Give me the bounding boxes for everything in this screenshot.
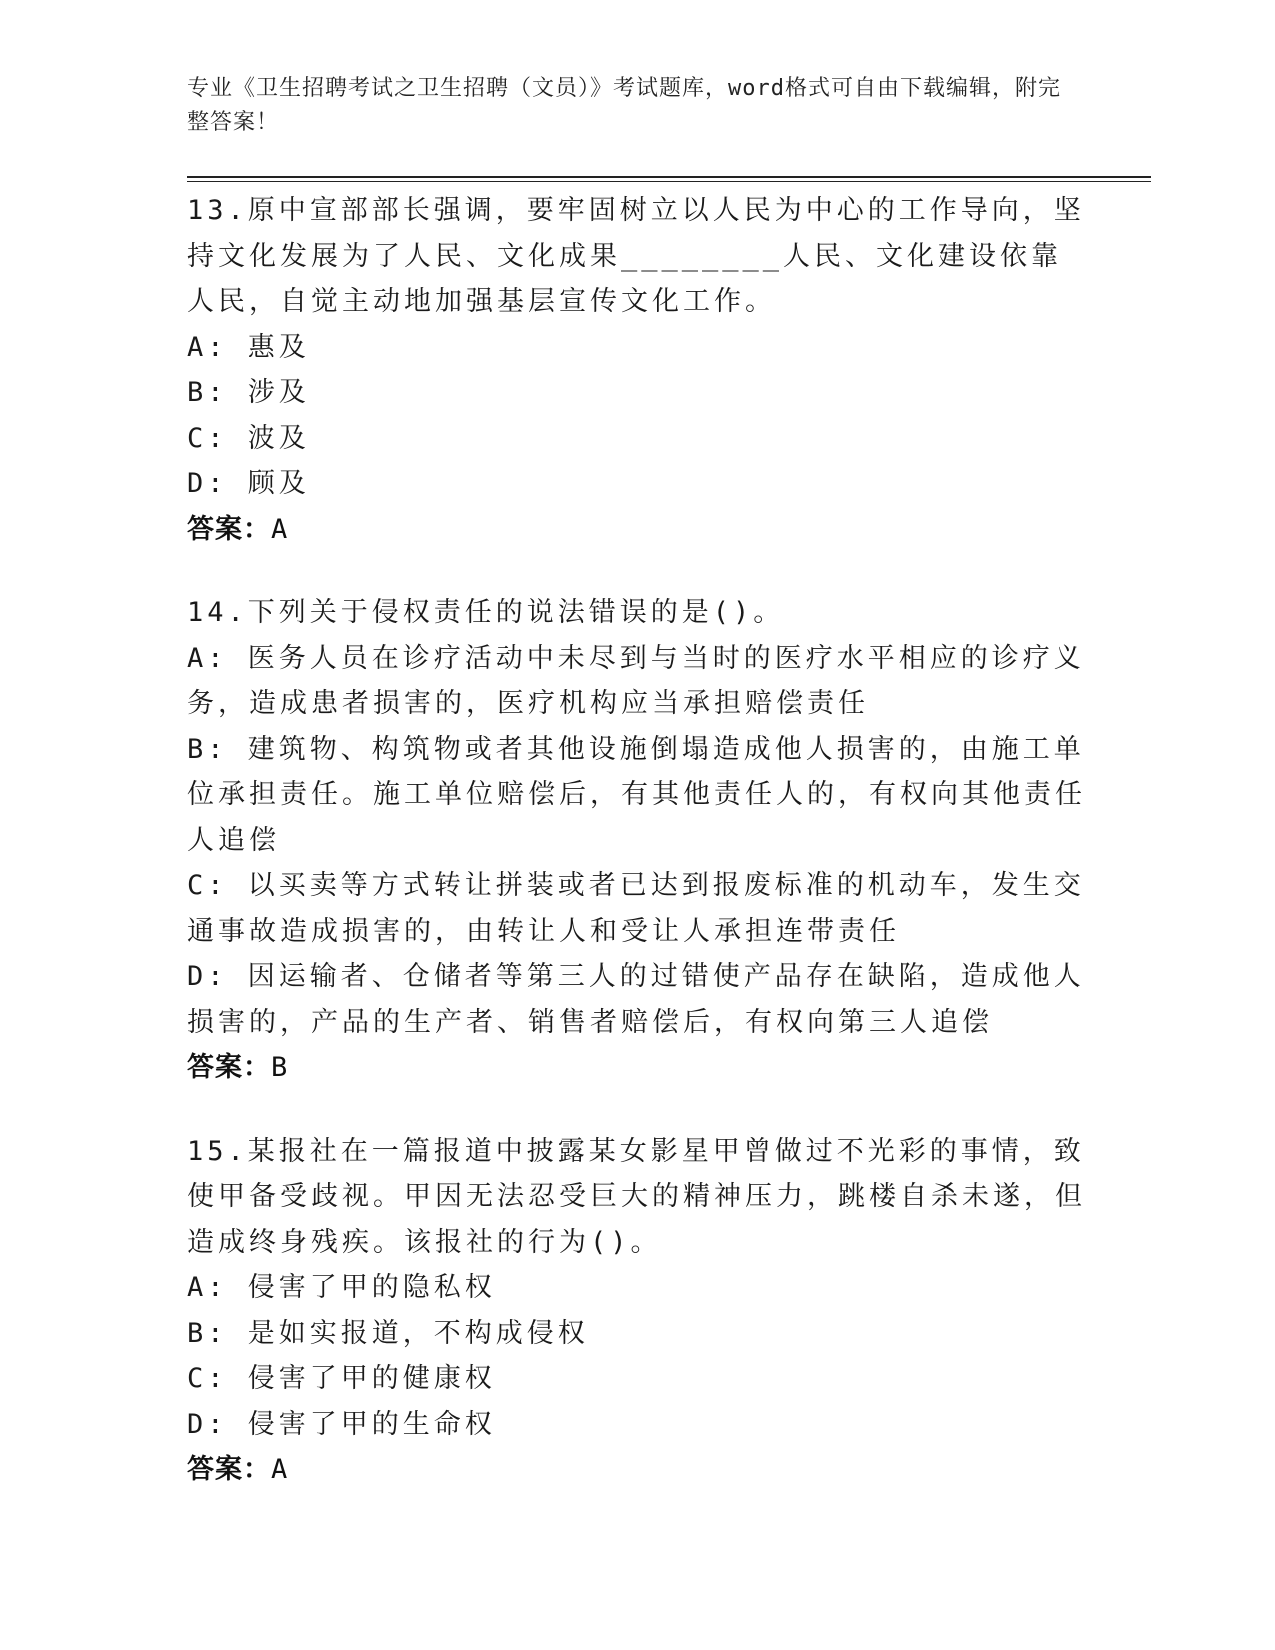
option-d: D: 顾及 <box>187 468 310 499</box>
answer-value: A <box>271 1454 289 1485</box>
header-divider <box>187 176 1151 182</box>
question-list <box>187 188 1087 1531</box>
option-d: D: 侵害了甲的生命权 <box>187 1408 496 1440</box>
option-b: B: 是如实报道，不构成侵权 <box>187 1317 589 1349</box>
question-14 <box>187 590 1087 1091</box>
option-a: A: 侵害了甲的隐私权 <box>187 1272 496 1303</box>
option-c: C: 侵害了甲的健康权 <box>187 1363 496 1394</box>
option-c: C: 波及 <box>187 422 310 454</box>
document-header: 专业《卫生招聘考试之卫生招聘（文员）》考试题库，word格式可自由下载编辑，附完整答案！ <box>187 76 1061 135</box>
answer-value: A <box>271 513 289 545</box>
answer-line <box>187 1045 1087 1091</box>
question-text: 13.原中宣部部长强调，要牢固树立以人民为中心的工作导向，坚持文化发展为了人民、文化成果________人民、文化建设依靠人民，自觉主动地加强基层宣传文化工作。 <box>187 195 1085 317</box>
question-text: 14.下列关于侵权责任的说法错误的是()。 <box>187 597 785 628</box>
answer-label: 答案： <box>187 1454 271 1485</box>
answer-line <box>187 1447 1087 1493</box>
answer-line <box>187 507 1087 553</box>
option-b: B: 涉及 <box>187 377 310 408</box>
answer-label: 答案： <box>187 513 271 545</box>
question-13 <box>187 188 1087 552</box>
option-d: D: 因运输者、仓储者等第三人的过错使产品存在缺陷，造成他人损害的，产品的生产者、销售者赔偿后，有权向第三人追偿 <box>187 961 1085 1038</box>
answer-value: B <box>271 1052 289 1083</box>
option-c: C: 以买卖等方式转让拼装或者已达到报废标准的机动车，发生交通事故造成损害的，由转让人和受让人承担连带责任 <box>187 870 1085 947</box>
answer-label: 答案： <box>187 1052 271 1083</box>
question-text: 15.某报社在一篇报道中披露某女影星甲曾做过不光彩的事情，致使甲备受歧视。甲因无法忍受巨大的精神压力，跳楼自杀未遂，但造成终身残疾。该报社的行为()。 <box>187 1135 1086 1258</box>
option-b: B: 建筑物、构筑物或者其他设施倒塌造成他人损害的，由施工单位承担责任。施工单位赔偿后，有其他责任人的，有权向其他责任人追偿 <box>187 733 1086 856</box>
option-a: A: 惠及 <box>187 331 310 363</box>
option-a: A: 医务人员在诊疗活动中未尽到与当时的医疗水平相应的诊疗义务，造成患者损害的，医疗机构应当承担赔偿责任 <box>187 642 1085 719</box>
question-15 <box>187 1129 1087 1493</box>
